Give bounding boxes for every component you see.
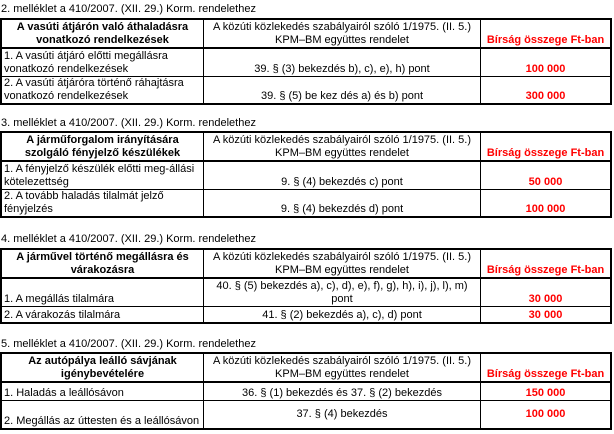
row-item: 2. A vasúti átjáróra történő ráhajtásra vonatkozó rendelkezések [1, 76, 204, 104]
table-row [1, 278, 611, 306]
annex-3-table [0, 131, 612, 218]
annex-4-caption: 4. melléklet a 410/2007. (XII. 29.) Korm. rendelethez [1, 233, 256, 245]
row-reference: 37. § (4) bekezdés [204, 400, 481, 429]
table-header-row [1, 132, 611, 161]
row-item: 1. A vasúti átjáró előtti megállásra vonatkozó rendelkezések [1, 48, 204, 76]
annex-3-caption: 3. melléklet a 410/2007. (XII. 29.) Korm. rendelethez [1, 117, 256, 129]
header-fine: Bírság összege Ft-ban [481, 19, 612, 48]
table-row [1, 382, 611, 400]
row-reference: 39. § (5) be kez dés a) és b) pont [204, 76, 481, 104]
row-reference: 40. § (5) bekezdés a), c), d), e), f), g), h), i), j), l), m) pont [204, 278, 481, 306]
table-row [1, 189, 611, 217]
row-amount: 30 000 [481, 306, 612, 323]
row-amount: 100 000 [481, 48, 612, 76]
header-regulation: A közúti közlekedés szabályairól szóló 1/1975. (II. 5.) KPM–BM együttes rendelet [204, 353, 481, 382]
row-amount: 100 000 [481, 400, 612, 429]
annex-2-caption: 2. melléklet a 410/2007. (XII. 29.) Korm. rendelethez [1, 3, 256, 15]
header-regulation: A közúti közlekedés szabályairól szóló 1/1975. (II. 5.) KPM–BM együttes rendelet [204, 19, 481, 48]
annex-5-caption: 5. melléklet a 410/2007. (XII. 29.) Korm. rendelethez [1, 338, 256, 350]
header-fine: Bírság összege Ft-ban [481, 132, 612, 161]
annex-4-table [0, 248, 612, 324]
row-amount: 100 000 [481, 189, 612, 217]
header-fine: Bírság összege Ft-ban [481, 353, 612, 382]
row-item: 1. A fényjelző készülék előtti meg-állási kötelezettség [1, 161, 204, 189]
header-subject: Az autópálya leálló sávjának igénybevételére [1, 353, 204, 382]
header-subject: A járműforgalom irányítására szolgáló fényjelző készülékek [1, 132, 204, 161]
table-header-row [1, 19, 611, 48]
table-row [1, 48, 611, 76]
row-reference: 9. § (4) bekezdés d) pont [204, 189, 481, 217]
table-row [1, 161, 611, 189]
row-amount: 300 000 [481, 76, 612, 104]
row-reference: 41. § (2) bekezdés a), c), d) pont [204, 306, 481, 323]
annex-2-table [0, 18, 612, 105]
annex-5-table [0, 352, 612, 430]
row-item: 1. Haladás a leállósávon [1, 382, 204, 400]
row-reference: 36. § (1) bekezdés és 37. § (2) bekezdés [204, 382, 481, 400]
row-amount: 30 000 [481, 278, 612, 306]
row-amount: 50 000 [481, 161, 612, 189]
row-reference: 9. § (4) bekezdés c) pont [204, 161, 481, 189]
header-fine: Bírság összege Ft-ban [481, 249, 612, 278]
table-row [1, 400, 611, 429]
table-row [1, 306, 611, 323]
row-item: 1. A megállás tilalmára [1, 278, 204, 306]
row-amount: 150 000 [481, 382, 612, 400]
row-item: 2. A tovább haladás tilalmát jelző fényjelzés [1, 189, 204, 217]
header-regulation: A közúti közlekedés szabályairól szóló 1/1975. (II. 5.) KPM–BM együttes rendelet [204, 249, 481, 278]
table-row [1, 76, 611, 104]
header-regulation: A közúti közlekedés szabályairól szóló 1/1975. (II. 5.) KPM–BM együttes rendelet [204, 132, 481, 161]
row-reference: 39. § (3) bekezdés b), c), e), h) pont [204, 48, 481, 76]
table-header-row [1, 353, 611, 382]
header-subject: A járművel történő megállásra és várakozásra [1, 249, 204, 278]
table-header-row [1, 249, 611, 278]
header-subject: A vasúti átjárón való áthaladásra vonatkozó rendelkezések [1, 19, 204, 48]
row-item: 2. Megállás az úttesten és a leállósávon [1, 400, 204, 429]
row-item: 2. A várakozás tilalmára [1, 306, 204, 323]
